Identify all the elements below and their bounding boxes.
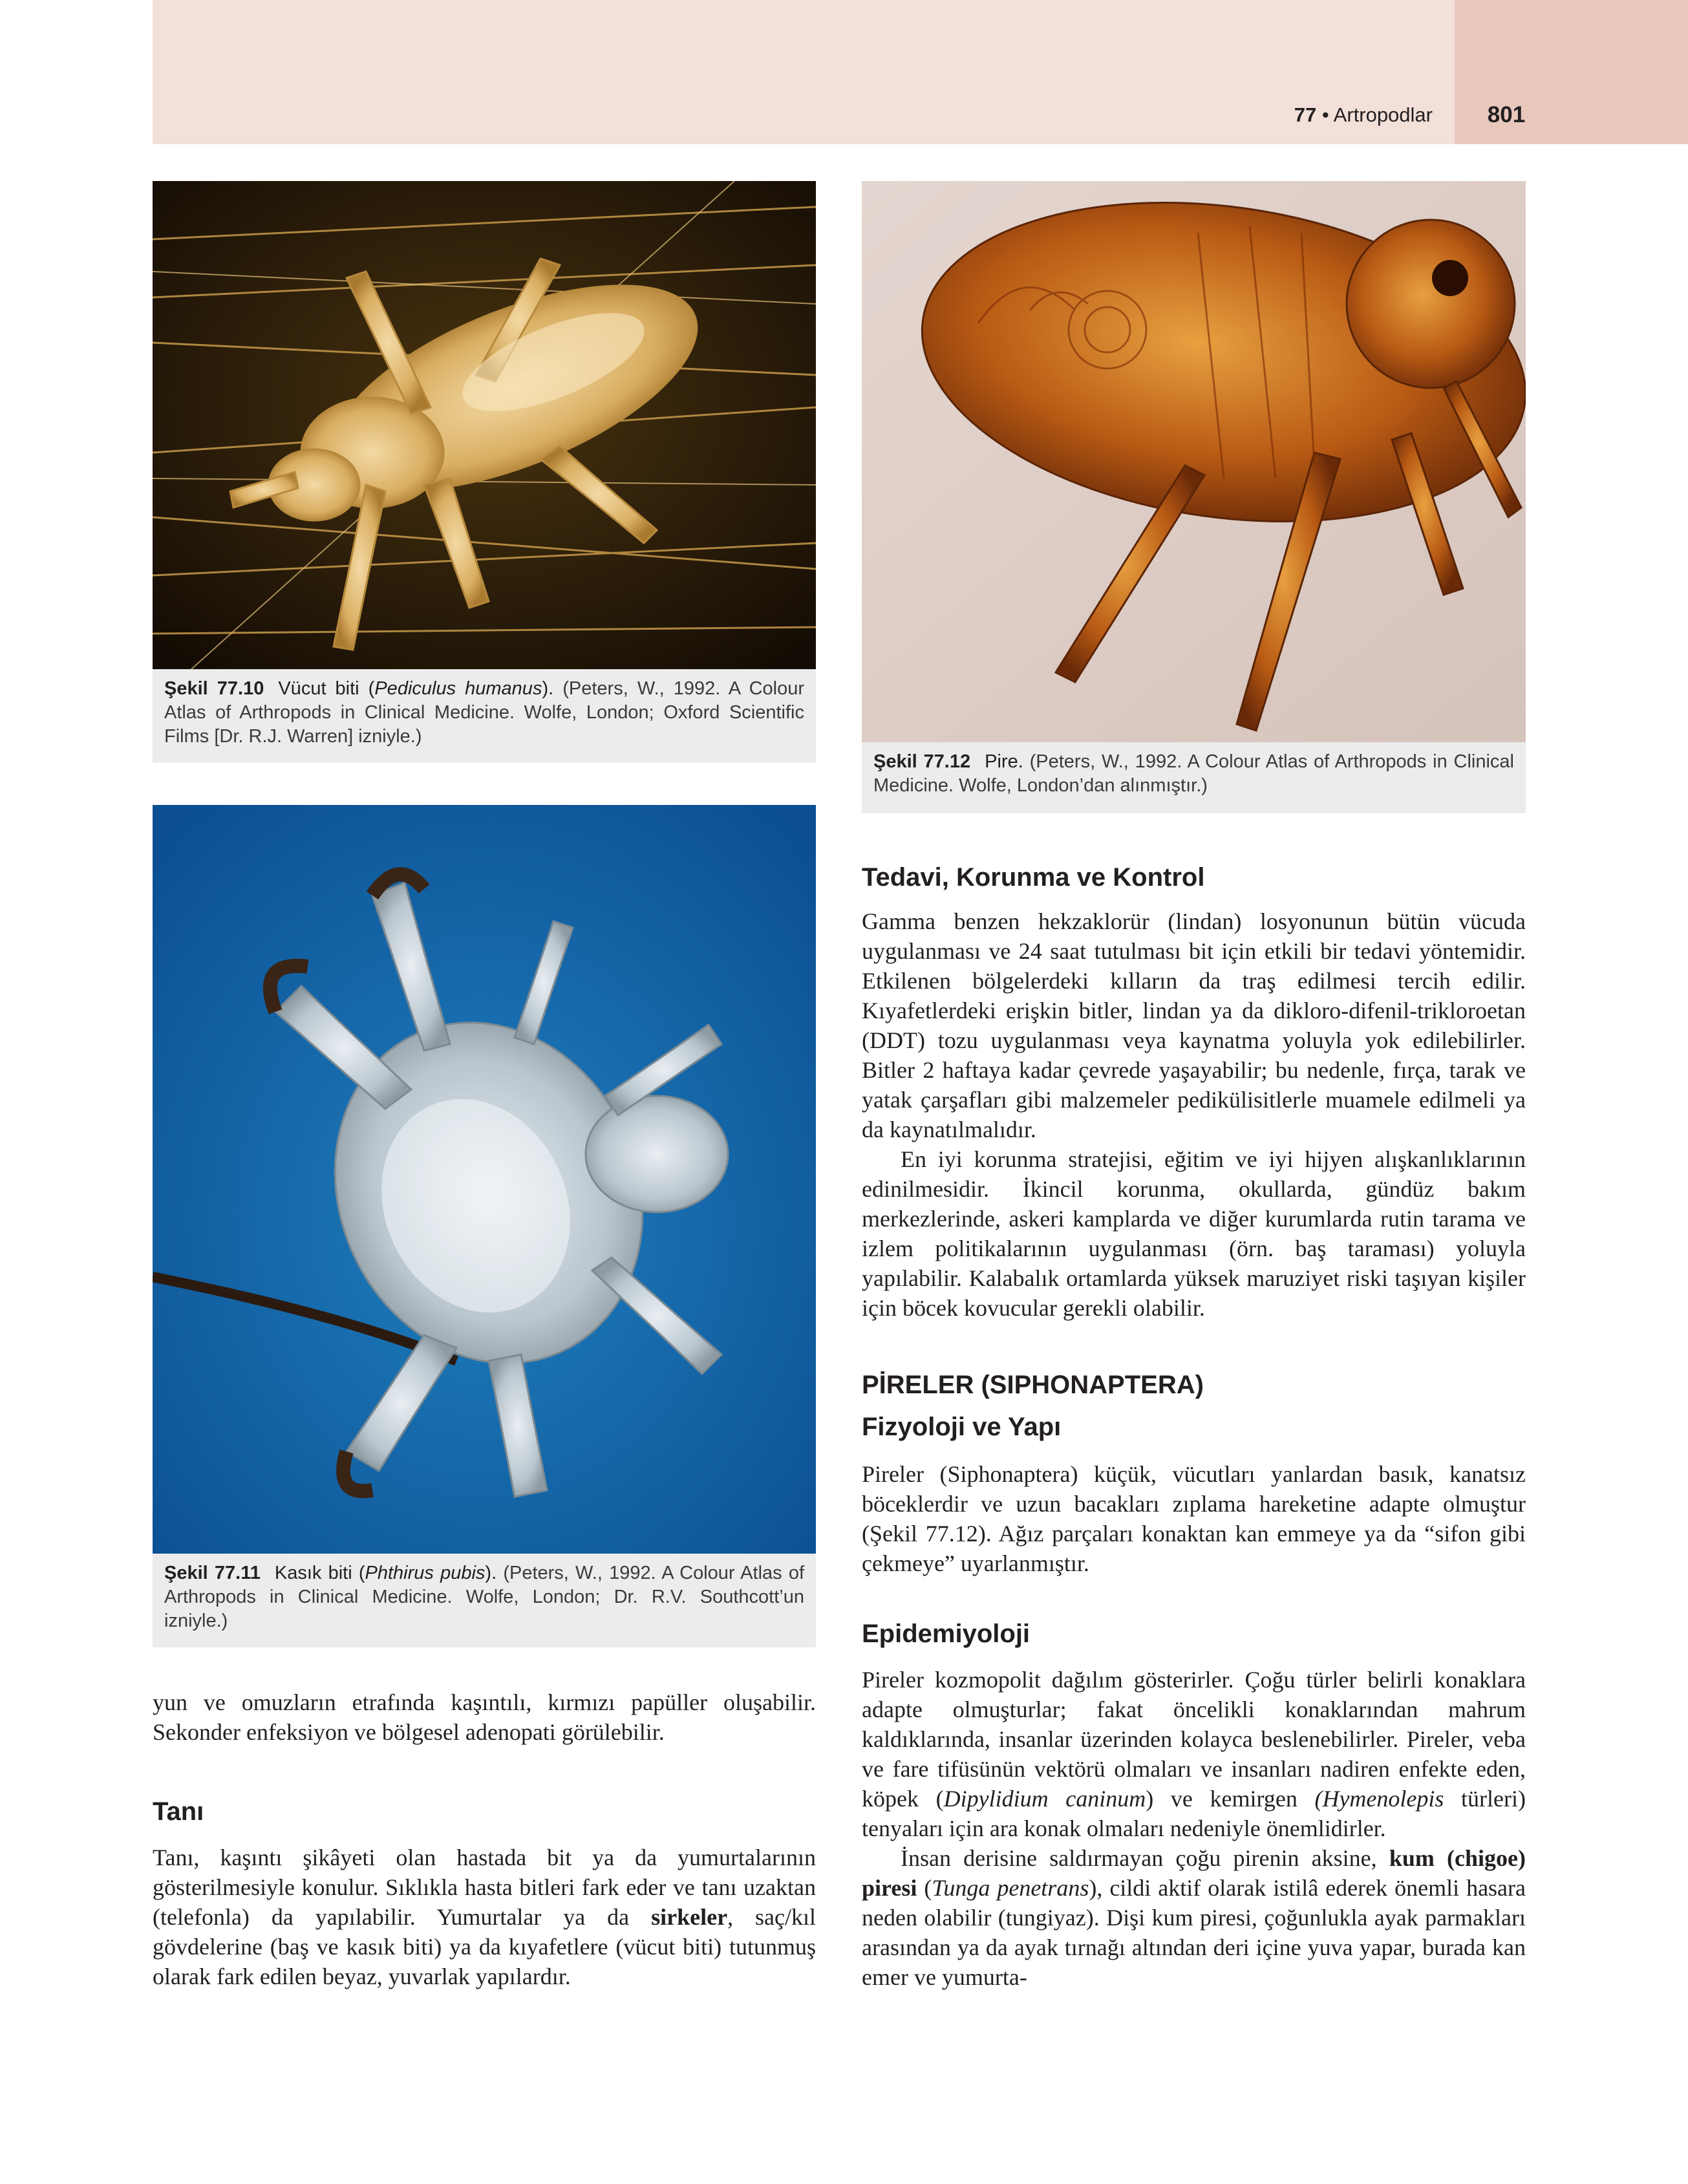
figure-body-louse-photo	[153, 181, 816, 669]
text-run: türleri) tenyaları için ara konak olmaları nedeniyle önemlidirler.	[862, 1786, 1526, 1841]
figure-title	[278, 678, 553, 699]
paragraph	[153, 1843, 816, 1991]
left-continuation-text	[153, 1687, 816, 1747]
term-kum-piresi: kum (chigoe) piresi	[862, 1845, 1526, 1901]
figure-label: Şekil 77.11	[164, 1563, 261, 1583]
fizyoloji-text	[862, 1459, 1526, 1578]
species-name: (Hymenolepis	[1314, 1786, 1444, 1812]
text-run: Tanı, kaşıntı şikâyeti olan hastada bit ya da yumurtalarının gösterilmesiyle konulur. Sıklıkla hasta bitleri fark eder ve tanı uzaktan (telefonla) da yapılabilir. Yumurtalar ya da	[153, 1845, 816, 1930]
section-heading-tani: Tanı	[153, 1797, 204, 1826]
figure-credit: (Peters, W., 1992. A Colour Atlas of Arthropods in Clinical Medicine. Wolfe, London; Oxford Scientific Films [Dr. R.J. Warren] izniyle.)	[164, 678, 805, 747]
figure-title-pre: Vücut biti (	[278, 678, 375, 699]
tedavi-text	[862, 906, 1526, 1323]
figure-title	[275, 1563, 497, 1583]
figure-title-post: ).	[542, 678, 554, 699]
figure-title-pre: Kasık biti (	[274, 1563, 365, 1583]
section-heading-tedavi: Tedavi, Korunma ve Kontrol	[862, 863, 1205, 892]
section-heading-epidemiyoloji: Epidemiyoloji	[862, 1620, 1031, 1648]
epidemiyoloji-text	[862, 1665, 1526, 1992]
paragraph	[862, 1665, 1526, 1843]
text-run: (	[917, 1875, 932, 1901]
paragraph: Pireler (Siphonaptera) küçük, vücutları yanlardan basık, kanatsız böceklerdir ve uzun bacakları zıplama hareketine adapte olmuştur (Şekil 77.12). Ağız parçaları konaktan kan emmeye ya da “sifon gibi çekmeye” uyarlanmıştır.	[862, 1461, 1526, 1576]
figure-flea-photo	[862, 181, 1526, 742]
figure-title: Pire.	[985, 751, 1023, 772]
figure-credit: (Peters, W., 1992. A Colour Atlas of Arthropods in Clinical Medicine. Wolfe, London; Dr. R.V. Southcott’un izniyle.)	[164, 1563, 805, 1631]
figure-title-species: Phthirus pubis	[365, 1563, 486, 1583]
figure-caption-77-12	[862, 742, 1526, 813]
figure-caption-77-11	[153, 1554, 816, 1647]
figure-label: Şekil 77.10	[164, 678, 264, 699]
page-number: 801	[1487, 102, 1526, 127]
text-run: Pireler kozmopolit dağılım gösterirler. Çoğu türler belirli konaklara adapte olmuşturlar; fakat öncelikli konaklarından mahrum kaldıklarında, insanlar üzerinden kolayca beslenebilirler. Pireler, veba ve fare tifüsünün vektörü olmaları ve insanları nadiren enfekte eden, köpek (	[862, 1667, 1526, 1812]
figure-title-post: ).	[485, 1563, 497, 1583]
term-sirkeler: sirkeler	[651, 1904, 728, 1930]
text-run: İnsan derisine saldırmayan çoğu pirenin aksine,	[901, 1845, 1389, 1871]
chapter-heading-pireler: PİRELER (SIPHONAPTERA)	[862, 1371, 1204, 1399]
figure-credit: (Peters, W., 1992. A Colour Atlas of Arthropods in Clinical Medicine. Wolfe, London’dan alınmıştır.)	[873, 751, 1515, 796]
header-band	[153, 0, 1455, 144]
paragraph	[862, 1843, 1526, 1992]
section-heading-fizyoloji: Fizyoloji ve Yapı	[862, 1413, 1062, 1441]
species-name: Tunga penetrans	[932, 1875, 1089, 1901]
section-title: Artropodlar	[1333, 103, 1433, 126]
chapter-number: 77	[1294, 103, 1317, 126]
text-run: , saç/kıl gövdelerine (baş ve kasık biti) ya da kıyafetlere (vücut biti) tutunmuş olarak fark edilen beyaz, yuvarlak yapılardır.	[153, 1904, 816, 1989]
paragraph: Gamma benzen hekzaklorür (lindan) losyonunun bütün vücuda uygulanması ve 24 saat tutulması bit için etkili bir tedavi yöntemidir. Etkilenen bölgelerdeki kılların da traş edilmesi tercih edilir. Kıyafetlerdeki erişkin bitler, lindan ya da dikloro-difenil-trikloroetan (DDT) tozu uygulanması veya kaynatma yoluyla yok edilebilirler. Bitler 2 haftaya kadar çevrede yaşayabilir; bu nedenle, fırça, tarak ve yatak çarşafları gibi malzemeler pedikülisitlerle muamele edilmeli ya da kaynatılmalıdır.	[862, 908, 1526, 1142]
species-name: Dipylidium caninum	[943, 1786, 1146, 1812]
tani-text	[153, 1843, 816, 1991]
figure-title-species: Pediculus humanus	[374, 678, 542, 699]
figure-pubic-louse-photo	[153, 805, 816, 1554]
bullet-separator: •	[1321, 103, 1329, 126]
text-run: ), cildi aktif olarak istilâ ederek önemli hasara neden olabilir (tungiyaz). Dişi kum piresi, çoğunlukla ayak parmakları arasından ya da ayak tırnağı altından deri içine yuva yapar, burada kan emer ve yumurta-	[862, 1875, 1526, 1990]
running-head	[1294, 103, 1433, 127]
figure-caption-77-10	[153, 669, 816, 763]
paragraph: yun ve omuzların etrafında kaşıntılı, kırmızı papüller oluşabilir. Sekonder enfeksiyon ve bölgesel adenopati görülebilir.	[153, 1689, 816, 1745]
text-run: ) ve kemirgen	[1146, 1786, 1315, 1812]
paragraph: En iyi korunma stratejisi, eğitim ve iyi hijyen alışkanlıklarının edinilmesidir. İkincil korunma, okullarda, gündüz bakım merkezlerinde, askeri kamplarda ve diğer kurumlarda rutin tarama ve izlem politikalarının uygulanması (örn. baş taraması) yoluyla yapılabilir. Kalabalık ortamlarda yüksek maruziyet riski taşıyan kişiler için böcek kovucular gerekli olabilir.	[862, 1146, 1526, 1321]
figure-label: Şekil 77.12	[873, 751, 971, 772]
